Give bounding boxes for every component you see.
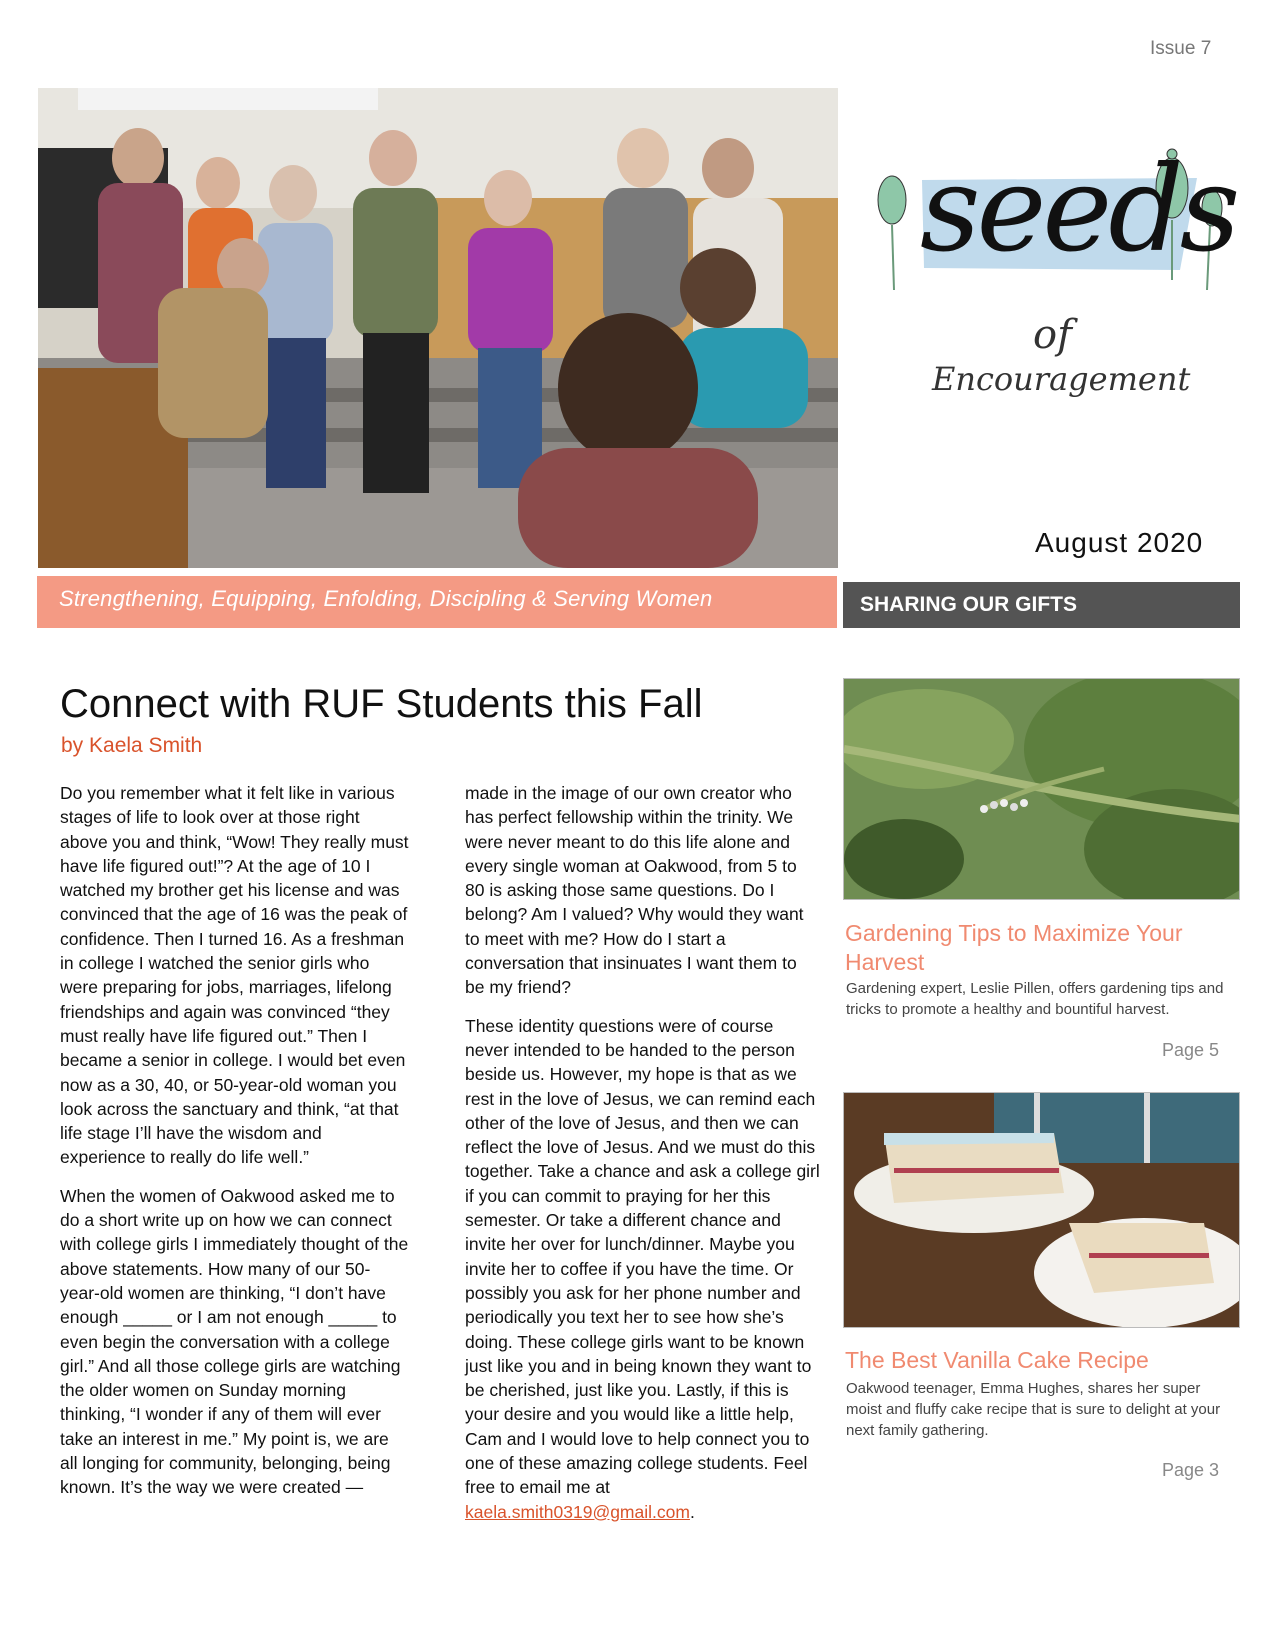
sidebar-item-description: Gardening expert, Leslie Pillen, offers gardening tips and tricks to promote a healthy and bountiful harvest. xyxy=(846,980,1224,1018)
email-suffix: . xyxy=(689,1501,695,1522)
logo-seeds-text: seeds xyxy=(920,140,1237,278)
article-paragraph: Do you remember what it felt like in various stages of life to look over at those right above you and think, “Wow! They really must have life figured out!”? At the age of 10 I watched my brother get his license and was convinced that the age of 16 was the peak of confidence. Then I turned 16. As a freshman in college I watched the senior girls who were preparing for jobs, marriages, lifelong friendships and again was convinced “they must really have life figured out.” Then I became a senior in college. I would bet even now as a 30, 40, or 50-year-old woman you look across the sanctuary and think, “at that life stage I’ll have the wisdom and experience to really do life well.” xyxy=(60,783,409,1168)
issue-date: August 2020 xyxy=(1035,527,1204,558)
tagline-text: Strengthening, Equipping, Enfolding, Discipling & Serving Women xyxy=(59,586,713,611)
article-paragraph xyxy=(465,1014,820,1524)
article-paragraph-text: These identity questions were of course never intended to be handed to the person beside us. However, my hope is that as we rest in the love of Jesus, we can remind each other of the love of Jesus, and then we can reflect the love of Jesus. And we must do this together. Take a chance and ask a college girl if you can commit to praying for her this semester. Or take a different chance and invite her over for lunch/dinner. Maybe you invite her to coffee if you have the time. Or possibly you ask for her phone number and periodically you text her to see how she’s doing. These college girls want to be known just like you and in being known they want to be cherished, just like you. Lastly, if this is your desire and you would like a little help, Cam and I would love to help connect you to one of these amazing college students. Feel free to email me at xyxy=(465,1015,820,1498)
sidebar-item-page-ref: Page 5 xyxy=(1162,1040,1220,1060)
garden-photo xyxy=(843,678,1240,900)
sidebar-item-description: Oakwood teenager, Emma Hughes, shares her super moist and fluffy cake recipe that is sure to delight at your next family gathering. xyxy=(846,1380,1221,1439)
cake-photo xyxy=(843,1092,1240,1328)
tagline-banner xyxy=(37,576,837,628)
article-column-2 xyxy=(465,781,820,1538)
sidebar-heading: SHARING OUR GIFTS xyxy=(860,593,1078,616)
logo-of-text: of xyxy=(1033,312,1072,358)
article-column-1 xyxy=(60,781,410,1514)
hero-photo xyxy=(38,88,838,568)
logo-encouragement-text: Encouragement xyxy=(932,360,1191,398)
issue-number: Issue 7 xyxy=(1150,38,1212,59)
article-paragraph: When the women of Oakwood asked me to do a short write up on how we can connect with college girls I immediately thought of the above statements. How many of our 50-year-old women are thinking, “I don’t have enough _____ or I am not enough _____ to even begin the conversation with a college girl.” And all those college girls are watching the older women on Sunday morning thinking, “I wonder if any of them will ever take an interest in me.” My point is, we are all longing for community, belonging, being known. It’s the way we were created — xyxy=(60,1185,409,1498)
sidebar-heading-bar xyxy=(843,582,1240,628)
article-title: Connect with RUF Students this Fall xyxy=(60,682,703,726)
sidebar-item-page-ref: Page 3 xyxy=(1162,1460,1220,1480)
article-paragraph: made in the image of our own creator who has perfect fellowship within the trinity. We were never meant to do this life alone and every single woman at Oakwood, from 5 to 80 is asking those same questions. Do I belong? Am I valued? Why would they want to meet with me? How do I start a conversation that insinuates I want them to be my friend? xyxy=(465,783,804,998)
article-author: by Kaela Smith xyxy=(61,734,203,757)
author-email-link[interactable]: kaela.smith0319@gmail.com xyxy=(465,1501,690,1522)
sidebar-item-title[interactable]: The Best Vanilla Cake Recipe xyxy=(845,1347,1149,1373)
sidebar-item-title[interactable]: Gardening Tips to Maximize Your Harvest xyxy=(845,920,1183,975)
